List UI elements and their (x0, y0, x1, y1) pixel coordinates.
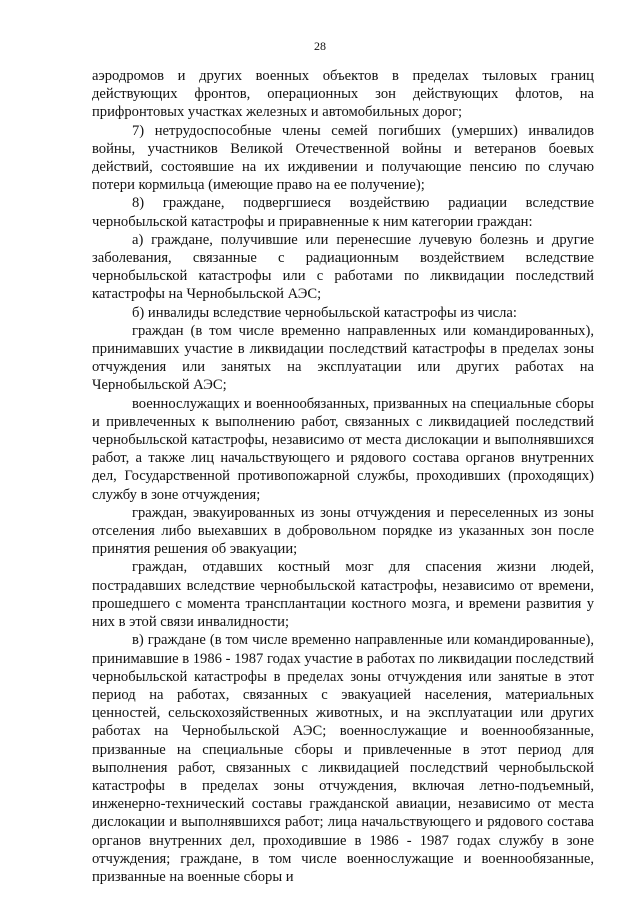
paragraph-subitem-v: в) граждане (в том числе временно направленные или командированные), принимавшие в 1986 - 1987 годах участие в работах по ликвидации последствий чернобыльской катастрофы в пределах зоны отчуждения или занятые в этот период на работах, связанных с эвакуацией населения, материальных ценностей, сельскохозяйственных животных, и на эксплуатации или других работах на Чернобыльской АЭС; военнослужащие и военнообязанные, призванные на специальные сборы и привлеченные в этот период для выполнения работ, связанных с ликвидацией последствий чернобыльской катастрофы в пределах зоны отчуждения, включая летно-подъемный, инженерно-технический составы гражданской авиации, независимо от места дислокации и выполнявшихся работ; лица начальствующего и рядового состава органов внутренних дел, проходившие в 1986 - 1987 годах службу в зоне отчуждения; граждане, в том числе военнослужащие и военнообязанные, призванные на военные сборы и (92, 632, 594, 885)
page-number: 28 (314, 39, 326, 53)
paragraph-subitem-a: а) граждане, получившие или перенесшие лучевую болезнь и другие заболевания, связанные с радиационным воздействием вследствие чернобыльской катастрофы или с работами по ликвидации последствий катастрофы на Чернобыльской АЭС; (92, 231, 594, 303)
document-body (92, 67, 594, 886)
paragraph-b-evacuated: граждан, эвакуированных из зоны отчуждения и переселенных из зоны отселения либо выехавших в добровольном порядке из указанных зон после принятия решения об эвакуации; (92, 504, 594, 558)
paragraph-b-bone-marrow: граждан, отдавших костный мозг для спасения жизни людей, пострадавших вследствие чернобыльской катастрофы, независимо от времени, прошедшего с момента трансплантации костного мозга, и времени развития у них в этой связи инвалидности; (92, 559, 594, 631)
paragraph-subitem-b: б) инвалиды вследствие чернобыльской катастрофы из числа: (132, 304, 517, 321)
paragraph-b-military: военнослужащих и военнообязанных, призванных на специальные сборы и привлеченных к выполнению работ, связанных с ликвидацией последствий чернобыльской катастрофы, независимо от места дислокации и выполнявшихся работ, а также лиц начальствующего и рядового состава органов внутренних дел, Государственной противопожарной службы, проходивших (проходящих) службу в зоне отчуждения; (92, 395, 594, 503)
paragraph-item-8: 8) граждане, подвергшиеся воздействию радиации вследствие чернобыльской катастрофы и приравненные к ним категории граждан: (92, 195, 594, 230)
paragraph-item-7: 7) нетрудоспособные члены семей погибших (умерших) инвалидов войны, участников Великой Отечественной войны и ветеранов боевых действий, состоявшие на их иждивении и получающие пенсию по случаю потери кормильца (имеющие право на ее получение); (92, 122, 594, 194)
paragraph-b-citizens: граждан (в том числе временно направленных или командированных), принимавших участие в ликвидации последствий катастрофы в пределах зоны отчуждения или занятых на эксплуатации или других работах на Чернобыльской АЭС; (92, 322, 594, 394)
paragraph-continuation: аэродромов и других военных объектов в пределах тыловых границ действующих фронтов, операционных зон действующих флотов, на прифронтовых участках железных и автомобильных дорог; (92, 68, 594, 121)
